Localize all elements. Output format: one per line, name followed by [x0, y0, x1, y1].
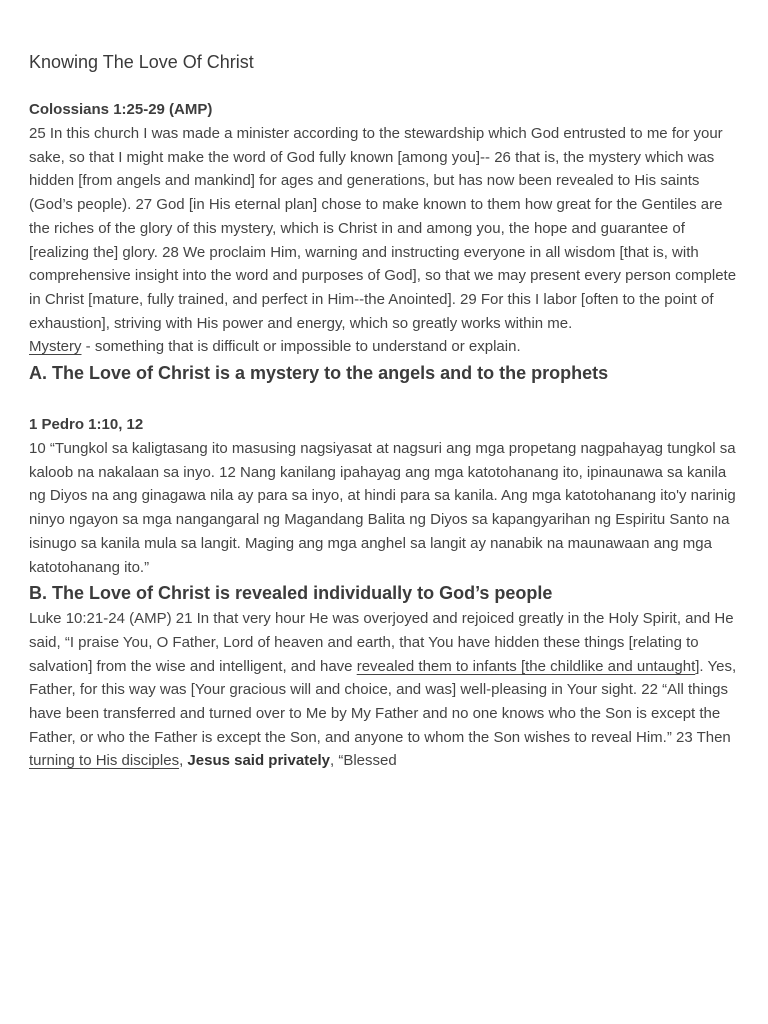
- section-b-bold-text: Jesus said privately: [187, 752, 331, 770]
- section-b-text-part: ,: [179, 752, 188, 770]
- section-b-heading: B. The Love of Christ is revealed individually to God’s people: [29, 583, 553, 604]
- section-b-text-part: ]. Yes, Father, for this way was [Your gracious will and choice, and was] well-pleasing in Your sight. 22 “All things have been transferred and turned over to Me by My Father and no one knows who the Son is except the Father, or who the Father is except the Son, and anyone to whom the Son wishes to reveal Him.” 23 Then: [29, 657, 737, 746]
- section-b-underlined-text: revealed them to infants [the childlike and untaught: [356, 657, 696, 675]
- document-title: Knowing The Love Of Christ: [29, 52, 254, 72]
- passage-reference: Colossians 1:25-29 (AMP): [29, 101, 213, 118]
- section-b-underlined-text: turning to His disciples: [29, 752, 180, 770]
- section-b-text: [29, 607, 738, 773]
- section-b-text-part: Luke 10:21-24 (AMP) 21 In that very hour He was overjoyed and rejoiced greatly in the Holy Spirit, and He said, “I praise You, O Father, Lord of heaven and earth, that You have hidden these things [relating to salvation] from the wise and intelligent, and have: [29, 610, 734, 675]
- section-b-text-part: , “Blessed: [330, 752, 397, 770]
- definition-term: Mystery: [29, 338, 82, 356]
- section-a-reference: 1 Pedro 1:10, 12: [29, 416, 144, 434]
- section-a-heading: A. The Love of Christ is a mystery to the angels and to the prophets: [29, 363, 609, 384]
- passage-text: 25 In this church I was made a minister according to the stewardship which God entrusted to me for your sake, so that I might make the word of God fully known [among you]-- 26 that is, the mystery which was hidden [from angels and mankind] for ages and generations, but has now been revealed to His saints (God’s people). 27 God [in His eternal plan] chose to make known to them how great for the Gentiles are the riches of the glory of this mystery, which is Christ in and among you, the hope and guarantee of [realizing the] glory. 28 We proclaim Him, warning and instructing everyone in all wisdom [that is, with comprehensive insight into the word and purposes of God], so that we may present every person complete in Christ [mature, fully trained, and perfect in Him--the Anointed]. 29 For this I labor [often to the point of exhaustion], striving with His power and energy, which so greatly works within me.: [29, 125, 737, 332]
- section-a-text: 10 “Tungkol sa kaligtasang ito masusing nagsiyasat at nagsuri ang mga propetang nagpahayag tungkol sa kaloob na nakalaan sa inyo. 12 Nang kanilang ipahayag ang mga katotohanang ito, ipinaunawa sa kanila ng Diyos na ang ginagawa nila ay para sa inyo, at hindi para sa kanila. Ang mga katotohanang ito'y narinig ninyo ngayon sa mga nangangaral ng Magandang Balita ng Diyos sa kapangyarihan ng Espiritu Santo na isinugo sa kanila mula sa langit. Maging ang mga anghel sa langit ay nanabik na maunawaan ang mga katotohanang ito.”: [29, 440, 736, 576]
- definition: [29, 335, 738, 359]
- definition-text: - something that is difficult or impossible to understand or explain.: [81, 338, 521, 356]
